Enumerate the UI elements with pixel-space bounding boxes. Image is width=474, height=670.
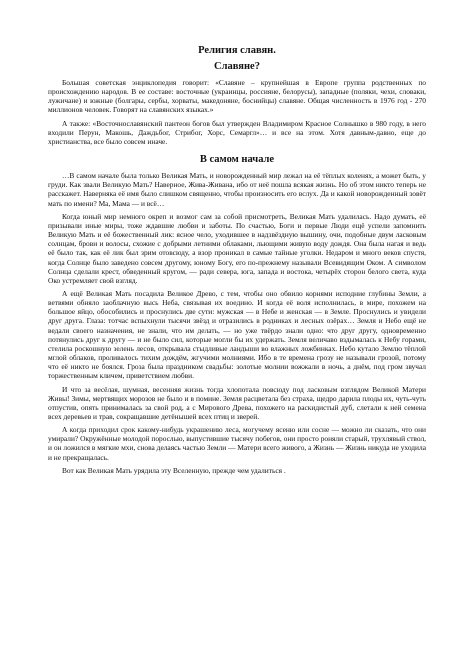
section-heading: В самом начале — [199, 154, 275, 166]
intro-paragraph: А также: «Восточнославянский пантеон богов был утвержден Владимиром Красное Солнышко в 980 году, в него входили Перун, Макошь, Даждьбог, Стрибог, Хорс, Семаргл»… и все на этом. Хотя давным-давно, еще до христианства, все было совсем иначе. — [48, 118, 426, 146]
section-paragraph: А когда приходил срок какому-нибудь украшению леса, могучему ясеню или сосне — можно ли сказать, что они умирали? Окружённые молодой порослью, выпустившие тысячу побегов, они просто роняли старый, трухлявый ствол, и он ложился в мягкие мхи, снова делаясь частью Земли — Матери всего живого, а Жизнь — Жизнь никуда не уходила и не прекращалась. — [48, 425, 426, 462]
section-paragraph: И что за весёлая, шумная, весенняя жизнь тогда хлопотала повсюду под ласковым взглядом Великой Матери Живы! Зимы, мертвящих морозов не было и в помине. Земля расцветала без страха, щедро дарила плоды их, чуть-чуть отпустив, опять принималась за свой род, а с Мирового Древа, похожего на раскидистый дуб, слетали к ней семена всех деревьев и трав, сокращавшие детёнышей всех птиц и зверей. — [48, 384, 426, 421]
section-paragraph: Вот как Великая Мать урядила эту Вселенную, прежде чем удалиться . — [62, 465, 286, 475]
intro-paragraph: Большая советская энциклопедия говорит: «Славяне – крупнейшая в Европе группа родственных по происхождению народов. В ее составе: восточные (украинцы, россияне, белорусы), западные (поляки, чехи, словаки, лужичане) и южные (болгары, сербы, хорваты, македоняне, боснийцы) славяне. Общая численность в 1976 год - 270 миллионов человек. Говорят на славянских языках.» — [48, 78, 426, 115]
section-paragraph: …В самом начале была только Великая Мать, и новорожденный мир лежал на её тёплых коленях, а может быть, у груди. Как звали Великую Мать? Наверное, Жива-Живана, ибо от неё пошла всякая жизнь. Но об этом никто теперь не расскажет. Наверняка её имя было слишком священно, чтобы произносить его вслух. Да и какой новорожденный зовёт мать по имени? Ма, Мама — и всё… — [48, 171, 426, 208]
section-paragraph: Когда юный мир немного окреп и возмог сам за собой присмотреть, Великая Мать удалилась. Надо думать, её призывали иные миры, тоже ждавшие любви и заботы. По счастью, Боги и первые Люди ещё успели запомнить Великую Мать и её божественный лик: ясное чело, уходившее в надзвёздную вышину, очи, подобные двум ласковым солнцам, брови и волосы, схожие с добрыми летними облаками, льющими живую воду дождя. Она была нагая и ведь её было так, как её лик был зрим отовсюду, а взор проникал в самые тайные уголки. Недаром и много веков спустя, когда Солнце было заведено совсем другому, юному Богу, его по-прежнему называли Всевидящим Оком. А символом Солнца сделали крест, обведенный кругом, — ради севера, юга, запада и востока, четырёх сторон белого света, куда Око устремляет свой взгляд. — [48, 211, 426, 285]
document-title: Религия славян. — [198, 45, 276, 56]
document-subtitle: Славяне? — [214, 61, 260, 72]
section-paragraph: А ещё Великая Мать посадила Великое Древо, с тем, чтобы оно обвило корнями исподние глубины Земли, а ветвями обняло заоблачную высь Неба, связывая их воедино. И когда её воля исполнилась, в мире, похожем на большое яйцо, обособились и проснулись две сути: мужская — в Небе и женская — в Земле. Проснулись и увидели друг друга. Глаза: тотчас вспыхнули тысячи звёзд и отразились в родниках и лесных озёрах… Земля и Небо ещё не ведали своего назначения, не знали, что им делать, — но уже твёрдо знали одно: что друг другу, одновременно потянулись друг к другу — и не было сил, которые могли бы их удержать. Земля величаво вздымалась к Небу горами, стелила роскошную зелень лесов, открывала стыдливые ландыши во влажных ложбинках. Небо кутало Землю тёплой мглой облаков, проливалось тихим дождём, жгучими молниями. Ибо в те времена грозу не называли грозой, потому что её никто не боялся. Гроза была праздником свадьбы: золотые молнии вожжали в ночь, а днём, под гром звучал торжественным кличем, приветствием любви. — [48, 288, 426, 381]
